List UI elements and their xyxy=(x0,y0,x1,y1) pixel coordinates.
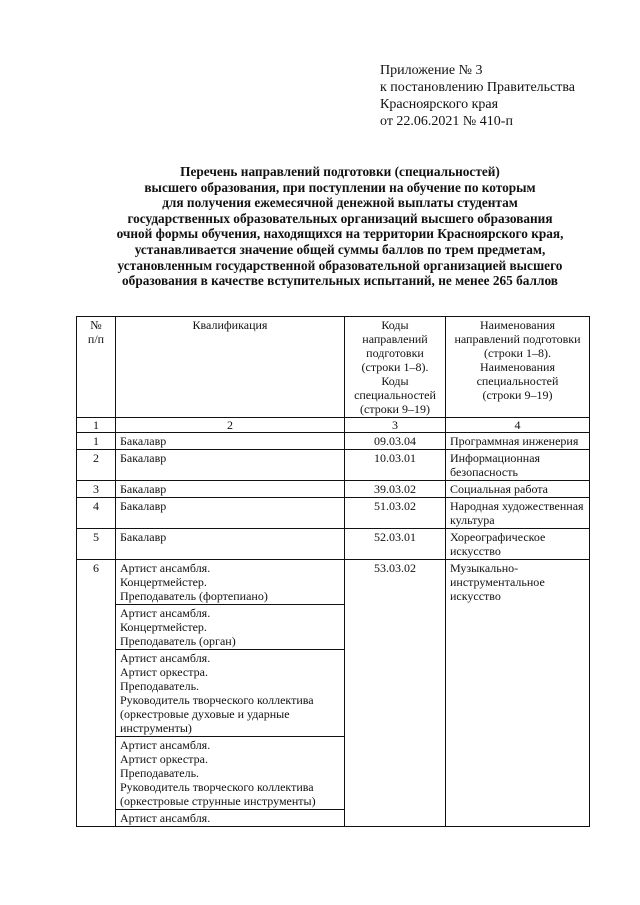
qualification-line: Артист ансамбля. xyxy=(120,738,211,752)
table-row xyxy=(77,481,590,498)
name-cell xyxy=(446,529,590,560)
column-number: 1 xyxy=(77,418,116,433)
title-line: государственных образовательных организаций высшего образования xyxy=(127,210,553,226)
header-codes: Коды направлений подготовки (строки 1–8). Коды специальностей (строки 9–19) xyxy=(345,317,446,418)
name-line: Социальная работа xyxy=(450,482,548,496)
title-line: устанавливается значение общей суммы баллов по трем предметам, xyxy=(134,241,546,257)
name-line: инструментальное xyxy=(450,575,545,589)
table-row xyxy=(77,433,590,450)
title-line: установленным государственной образовательной организацией высшего xyxy=(117,257,563,273)
qualification-line: инструменты) xyxy=(120,721,192,735)
qualification-entry xyxy=(120,499,340,513)
qualification-entry xyxy=(116,650,344,737)
qualification-line: Руководитель творческого коллектива xyxy=(120,693,314,707)
appendix-line: Красноярского края xyxy=(380,97,499,112)
name-cell xyxy=(446,433,590,450)
qualification-entry xyxy=(120,482,340,496)
code-cell: 52.03.01 xyxy=(345,529,446,560)
qualification-line: Бакалавр xyxy=(120,499,167,513)
qualification-line: (оркестровые струнные инструменты) xyxy=(120,794,316,808)
title-line: для получения ежемесячной денежной выплаты студентам xyxy=(162,195,518,211)
qualification-entry xyxy=(120,434,340,448)
name-cell xyxy=(446,498,590,529)
qualification-entry xyxy=(116,605,344,650)
name-line: культура xyxy=(450,513,495,527)
name-line: Хореографическое xyxy=(450,530,546,544)
title-line: очной формы обучения, находящихся на территории Красноярского края, xyxy=(116,226,564,242)
row-number: 2 xyxy=(77,450,116,481)
name-line: Информационная xyxy=(450,451,541,465)
qualification-cell xyxy=(116,529,345,560)
qualification-line: Бакалавр xyxy=(120,530,167,544)
name-line: Народная художественная xyxy=(450,499,584,513)
qualification-line: Артист ансамбля. xyxy=(120,561,211,575)
appendix-line: к постановлению Правительства xyxy=(380,80,576,95)
qualification-line: Артист ансамбля. xyxy=(120,651,211,665)
appendix-line: от 22.06.2021 № 410-п xyxy=(380,114,513,129)
document-title xyxy=(60,164,620,289)
title-line: высшего образования, при поступлении на обучение по которым xyxy=(144,179,536,195)
specialties-table xyxy=(76,316,590,827)
qualification-line: Артист оркестра. xyxy=(120,752,208,766)
row-number: 5 xyxy=(77,529,116,560)
qualification-line: Артист ансамбля. xyxy=(120,811,211,825)
qualification-entry xyxy=(116,737,344,810)
name-line: искусство xyxy=(450,544,501,558)
appendix-line: Приложение № 3 xyxy=(380,63,483,78)
qualification-cell xyxy=(116,560,345,827)
row-number: 6 xyxy=(77,560,116,827)
qualification-line: Преподаватель (орган) xyxy=(120,634,236,648)
qualification-line: Бакалавр xyxy=(120,451,167,465)
column-number: 4 xyxy=(446,418,590,433)
code-cell: 10.03.01 xyxy=(345,450,446,481)
qualification-cell xyxy=(116,481,345,498)
table-header-row xyxy=(77,317,590,418)
row-number: 3 xyxy=(77,481,116,498)
title-line: Перечень направлений подготовки (специальностей) xyxy=(180,164,500,179)
row-number: 4 xyxy=(77,498,116,529)
name-cell xyxy=(446,560,590,827)
column-number: 3 xyxy=(345,418,446,433)
qualification-line: (оркестровые духовые и ударные xyxy=(120,707,290,721)
code-cell: 53.03.02 xyxy=(345,560,446,827)
row-number: 1 xyxy=(77,433,116,450)
name-line: безопасность xyxy=(450,465,518,479)
qualification-line: Артист оркестра. xyxy=(120,665,208,679)
qualification-entry xyxy=(116,810,344,826)
qualification-line: Артист ансамбля. xyxy=(120,606,211,620)
column-number-row xyxy=(77,418,590,433)
qualification-entry xyxy=(120,451,340,465)
qualification-entry xyxy=(116,560,344,605)
code-cell: 39.03.02 xyxy=(345,481,446,498)
table-row xyxy=(77,450,590,481)
table-row xyxy=(77,560,590,827)
table-row xyxy=(77,529,590,560)
qualification-line: Преподаватель. xyxy=(120,766,200,780)
name-cell xyxy=(446,450,590,481)
qualification-line: Преподаватель (фортепиано) xyxy=(120,589,268,603)
table-row xyxy=(77,498,590,529)
qualification-line: Бакалавр xyxy=(120,482,167,496)
name-line: искусство xyxy=(450,589,501,603)
name-cell xyxy=(446,481,590,498)
qualification-line: Концертмейстер. xyxy=(120,575,207,589)
code-cell: 09.03.04 xyxy=(345,433,446,450)
qualification-cell xyxy=(116,498,345,529)
name-line: Музыкально- xyxy=(450,561,519,575)
code-cell: 51.03.02 xyxy=(345,498,446,529)
title-line: образования в качестве вступительных испытаний, не менее 265 баллов xyxy=(122,273,558,289)
appendix-reference xyxy=(380,62,575,130)
column-number: 2 xyxy=(116,418,345,433)
qualification-line: Руководитель творческого коллектива xyxy=(120,780,314,794)
qualification-cell xyxy=(116,450,345,481)
qualification-line: Преподаватель. xyxy=(120,679,200,693)
table-body xyxy=(77,433,590,827)
header-num: № п/п xyxy=(77,317,116,418)
header-names: Наименования направлений подготовки (строки 1–8). Наименования специальностей (строки 9–19) xyxy=(446,317,590,418)
header-qualification: Квалификация xyxy=(116,317,345,418)
qualification-entry xyxy=(120,530,340,544)
name-line: Программная инженерия xyxy=(450,434,579,448)
qualification-cell xyxy=(116,433,345,450)
qualification-line: Бакалавр xyxy=(120,434,167,448)
qualification-line: Концертмейстер. xyxy=(120,620,207,634)
